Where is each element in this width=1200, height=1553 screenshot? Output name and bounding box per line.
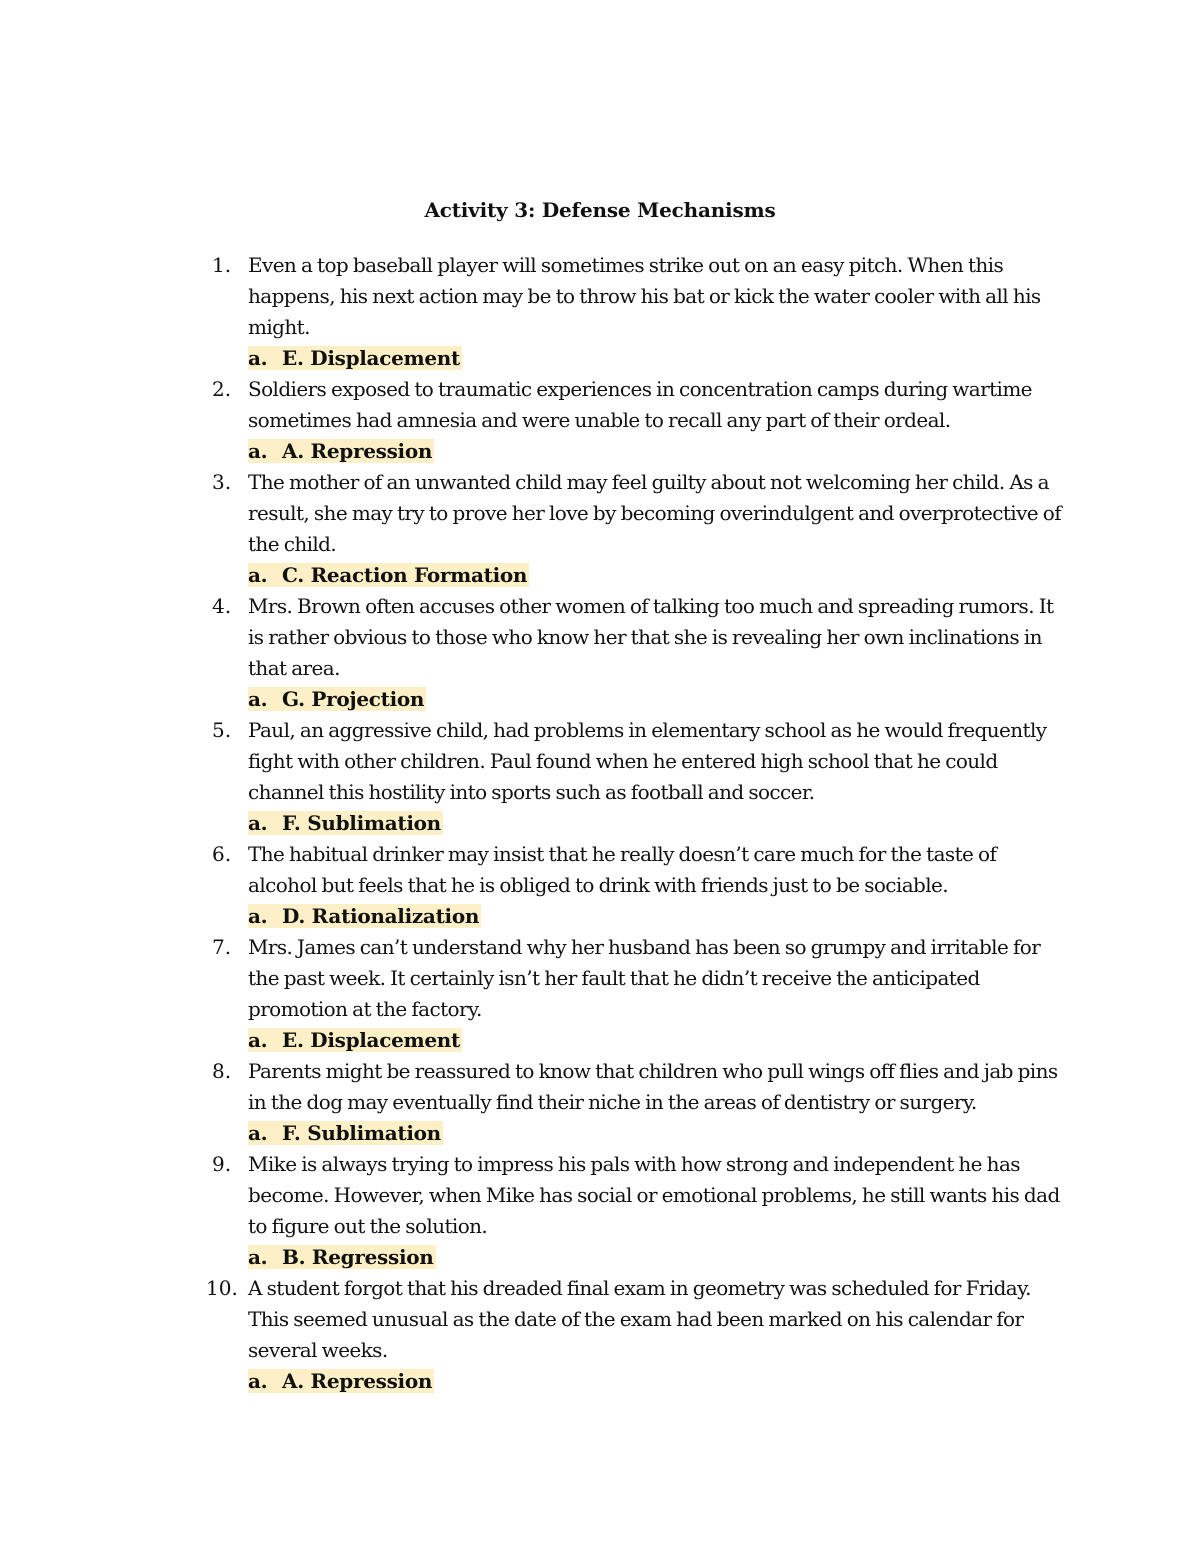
list-item [206,591,1066,715]
answer-highlight [248,346,462,370]
answer-highlight [248,687,426,711]
question-text: The habitual drinker may insist that he really doesn’t care much for the taste of alcohol but feels that he is obliged to drink with friends just to be sociable. [248,842,997,897]
question-text: Mike is always trying to impress his pals with how strong and independent he has become. However, when Mike has social or emotional problems, he still wants his dad to figure out the solution. [248,1152,1060,1238]
answer [248,901,1066,932]
answer-letter: a. [248,439,268,463]
item-number: 5. [212,718,232,742]
answer-letter: a. [248,1028,268,1052]
answer-highlight [248,904,481,928]
answer-highlight [248,1028,462,1052]
answer [248,436,1066,467]
answer [248,343,1066,374]
answer-text: A. Repression [282,439,433,463]
list-item [206,467,1066,591]
question-text: A student forgot that his dreaded final exam in geometry was scheduled for Friday. This seemed unusual as the date of the exam had been marked on his calendar for several weeks. [248,1276,1031,1362]
question-list [206,250,1066,1397]
item-number: 3. [212,470,232,494]
question-text: Mrs. James can’t understand why her husband has been so grumpy and irritable for the past week. It certainly isn’t her fault that he didn’t receive the anticipated promotion at the factory. [248,935,1041,1021]
list-item [206,932,1066,1056]
question-text: Mrs. Brown often accuses other women of talking too much and spreading rumors. It is rather obvious to those who know her that she is revealing her own inclinations in that area. [248,594,1054,680]
answer-text: A. Repression [282,1369,433,1393]
answer-letter: a. [248,346,268,370]
question-text: Even a top baseball player will sometimes strike out on an easy pitch. When this happens, his next action may be to throw his bat or kick the water cooler with all his might. [248,253,1041,339]
answer-text: C. Reaction Formation [282,563,528,587]
answer [248,808,1066,839]
item-number: 1. [212,253,232,277]
list-item [206,1149,1066,1273]
answer [248,1242,1066,1273]
question-text: Parents might be reassured to know that children who pull wings off flies and jab pins in the dog may eventually find their niche in the areas of dentistry or surgery. [248,1059,1058,1114]
answer-text: B. Regression [282,1245,434,1269]
answer [248,1366,1066,1397]
answer-letter: a. [248,811,268,835]
page-title: Activity 3: Defense Mechanisms [424,198,776,222]
answer-text: D. Rationalization [282,904,480,928]
answer-letter: a. [248,1245,268,1269]
answer-highlight [248,563,529,587]
answer-highlight [248,439,434,463]
answer [248,684,1066,715]
item-number: 6. [212,842,232,866]
answer [248,1025,1066,1056]
answer-letter: a. [248,563,268,587]
item-number: 10. [206,1276,238,1300]
answer-text: E. Displacement [282,1028,460,1052]
answer [248,560,1066,591]
answer-text: F. Sublimation [282,1121,441,1145]
answer-highlight [248,1369,434,1393]
answer-letter: a. [248,1121,268,1145]
item-number: 8. [212,1059,232,1083]
list-item [206,250,1066,374]
answer [248,1118,1066,1149]
answer-text: E. Displacement [282,346,460,370]
item-number: 4. [212,594,232,618]
answer-highlight [248,1245,436,1269]
answer-text: G. Projection [282,687,425,711]
answer-letter: a. [248,687,268,711]
question-text: Paul, an aggressive child, had problems in elementary school as he would frequently fight with other children. Paul found when he entered high school that he could channel this hostility into sports such as football and soccer. [248,718,1047,804]
list-item [206,1056,1066,1149]
question-text: The mother of an unwanted child may feel guilty about not welcoming her child. As a result, she may try to prove her love by becoming overindulgent and overprotective of the child. [248,470,1062,556]
list-item [206,1273,1066,1397]
answer-text: F. Sublimation [282,811,441,835]
answer-highlight [248,1121,443,1145]
question-text: Soldiers exposed to traumatic experiences in concentration camps during wartime sometimes had amnesia and were unable to recall any part of their ordeal. [248,377,1032,432]
answer-letter: a. [248,904,268,928]
item-number: 2. [212,377,232,401]
list-item [206,715,1066,839]
answer-letter: a. [248,1369,268,1393]
item-number: 7. [212,935,232,959]
item-number: 9. [212,1152,232,1176]
list-item [206,839,1066,932]
list-item [206,374,1066,467]
answer-highlight [248,811,443,835]
